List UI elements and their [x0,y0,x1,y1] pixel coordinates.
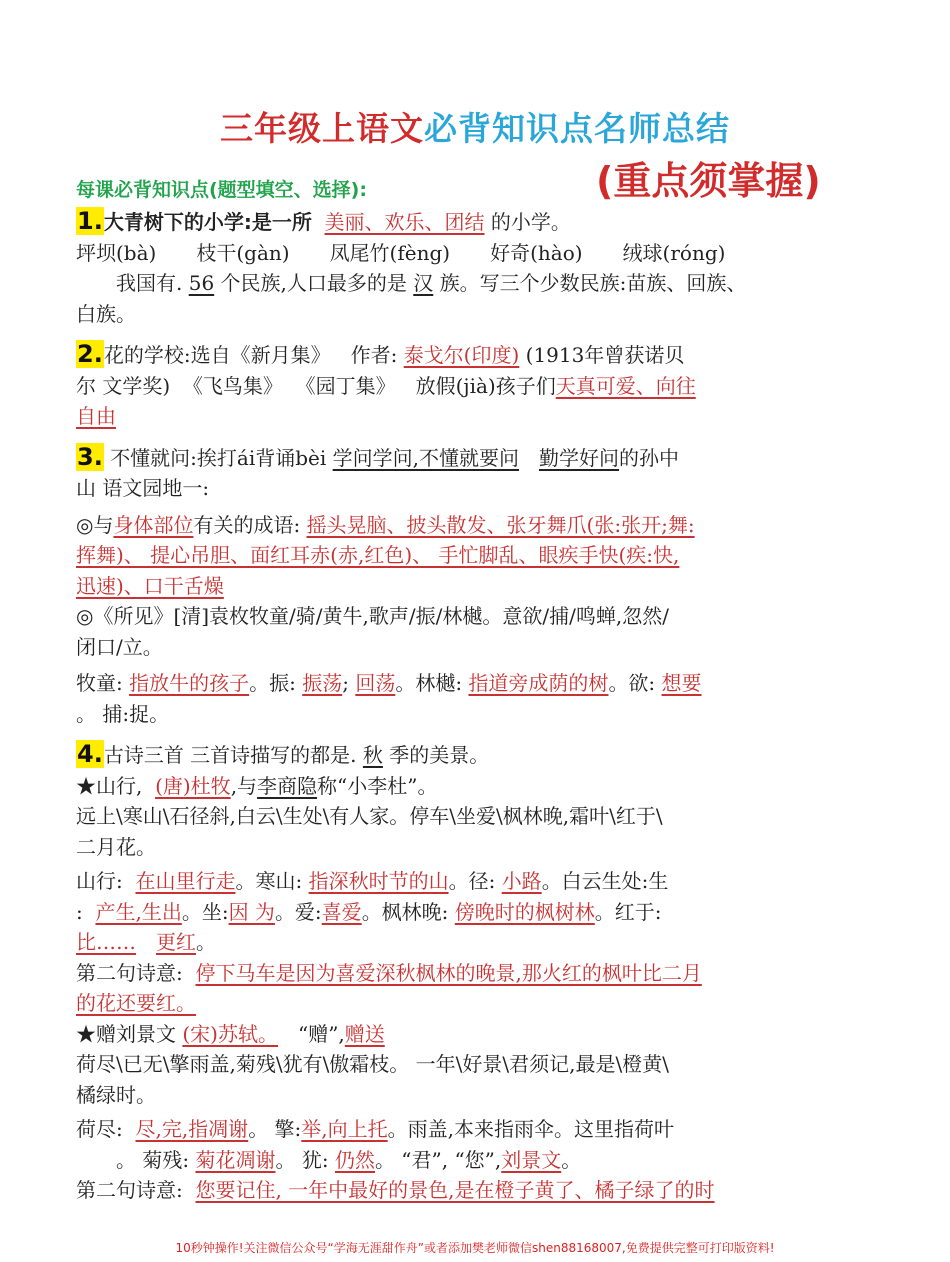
answer: 刘景文 [501,1147,562,1172]
s3-line-6: ◎《所见》[清]袁枚牧童/骑/黄牛,歌声/振/林樾。意欲/捕/鸣蝉,忽然/ [76,604,669,628]
s4-line-8: 第二句诗意: 停下马车是因为喜爱深秋枫林的晚景,那火红的枫叶比二月 [76,960,702,985]
answer: 泰戈尔(印度) [403,343,520,367]
s4-line-2: ★山行, (唐)杜牧,与李商隐称“小李杜”。 [76,773,438,798]
key-note: (重点须掌握) [596,159,821,203]
answer: 摇头晃脑、披头散发、张牙舞爪(张:张开;舞: [306,512,695,537]
answer: (唐)杜牧 [155,773,231,798]
answer: 自由 [76,404,116,428]
answer: 尽,完,指凋谢 [135,1117,249,1141]
s1-line-3: 我国有. 56 个民族,人口最多的是 汉 族。写三个少数民族:苗族、回族、 [116,271,747,295]
answer: 小路 [501,869,542,893]
s4-line-11: 荷尽\已无\擎雨盖,菊残\犹有\傲霜枝。 一年\好景\君须记,最是\橙黄\ [76,1052,669,1076]
s3-line-9: 。 捕:捉。 [76,701,170,726]
s4-line-4: 二月花。 [76,834,156,859]
answer: 回荡 [355,671,396,695]
section-number: 1. [77,207,103,235]
s4-line-15: 第二句诗意: 您要记住, 一年中最好的景色,是在橙子黄了、橘子绿了的时 [76,1178,715,1202]
title-part-2: 必背知识点名师总结 [424,109,730,148]
s4-line-7: 比…… 更红。 [76,930,216,954]
answer: 傍晚时的枫树林 [454,899,595,924]
answer: 停下马车是因为喜爱深秋枫林的晚景,那火红的枫叶比二月 [195,960,702,985]
s4-line-10: ★赠刘景文 (宋)苏轼。 “赠”,赠送 [76,1021,385,1046]
s3-line-2: 山 语文园地一: [76,476,210,500]
answer: 指道旁成荫的树 [468,671,609,695]
s1-line-1: 1.大青树下的小学:是一所 美丽、欢乐、团结 的小学。 [77,207,571,235]
s3-line-1: 3. 不懂就问:挨打ái背诵bèi 学问学问,不懂就要问 勤学好问的孙中 [77,442,679,471]
section-number: 4. [77,740,103,768]
answer: 仍然 [334,1147,375,1172]
answer: 迅速)、口干舌燥 [76,573,224,598]
s4-line-5: 山行: 在山里行走。寒山: 指深秋时节的山。径: 小路。白云生处:生 [76,869,669,893]
answer: 在山里行走 [135,869,236,893]
answer: 的花还要红。 [76,991,196,1015]
content [76,206,891,1206]
answer: 因 为 [228,899,275,924]
s3-line-8: 牧童: 指放牛的孩子。振: 振荡; 回荡。林樾: 指道旁成荫的树。欲: 想要 [76,671,702,695]
s3-line-5 [76,571,891,602]
s2-line-1: 2.花的学校:选自《新月集》 作者: 泰戈尔(印度) (1913年曾获诺贝 [77,340,685,368]
section-number: 2. [77,340,103,368]
answer: 挥舞)、 提心吊胆、面红耳赤(赤,红色)、 手忙脚乱、眼疾手快(疾:快, [76,543,680,567]
s4-line-9 [76,988,891,1019]
s4-line-3: 远上\寒山\石径斜,白云\生处\有人家。停车\坐爱\枫林晚,霜叶\红于\ [76,804,663,828]
answer: 喜爱 [321,899,362,924]
s4-line-14: 。 菊残: 菊花凋谢。 犹: 仍然。 “君”, “您”,刘景文。 [116,1147,582,1172]
answer: 赠送 [344,1021,385,1046]
s1-line-4: 白族。 [76,301,136,326]
title-part-1: 三年级上语文 [220,109,424,148]
answer: 身体部位 [113,512,194,537]
s1-pinyin-line: 坪坝(bà) 枝干(gàn) 凤尾竹(fèng) 好奇(hào) 绒球(róng) [76,240,726,265]
section-number: 3. [77,442,103,471]
s2-line-3 [76,401,891,432]
s4-line-12: 橘绿时。 [76,1082,156,1107]
section-heading: 每课必背知识点(题型填空、选择): [76,179,367,201]
s4-line-6: : 产生,生出。坐:因 为。爱:喜爱。枫林晚: 傍晚时的枫树林。红于: [76,899,662,924]
answer: 举,向上托 [301,1117,388,1141]
answer: 振荡 [302,671,343,695]
answer: 美丽、欢乐、团结 [324,210,485,234]
answer: 想要 [661,671,702,695]
s3-line-4 [76,540,891,571]
s2-line-2: 尔 文学奖) 《飞鸟集》 《园丁集》 放假(jià)孩子们天真可爱、向往 [76,373,696,398]
answer: 更红 [156,930,196,954]
answer: 您要记住, 一年中最好的景色,是在橙子黄了、橘子绿了的时 [195,1178,715,1202]
answer: 指深秋时节的山 [308,869,449,893]
footer-note: 10秒钟操作!关注微信公众号“学海无涯甜作舟”或者添加樊老师微信shen88168007,免费提供完整可打印版资料! [175,1241,775,1255]
answer: 产生,生出 [95,899,182,924]
s3-line-7: 闭口/立。 [76,634,163,659]
answer: 天真可爱、向往 [555,373,696,398]
answer: 比…… [76,930,136,954]
answer: 指放牛的孩子 [129,671,250,695]
answer: (宋)苏轼。 [182,1021,278,1046]
s4-line-13: 荷尽: 尽,完,指凋谢。 擎:举,向上托。雨盖,本来指雨伞。这里指荷叶 [76,1117,675,1141]
s4-line-1: 4.古诗三首 三首诗描写的都是. 秋 季的美景。 [77,740,490,768]
answer: 菊花凋谢 [195,1147,276,1172]
s3-line-3: ◎与身体部位有关的成语: 摇头晃脑、披头散发、张牙舞爪(张:张开;舞: [76,512,695,537]
page-title [0,103,950,150]
